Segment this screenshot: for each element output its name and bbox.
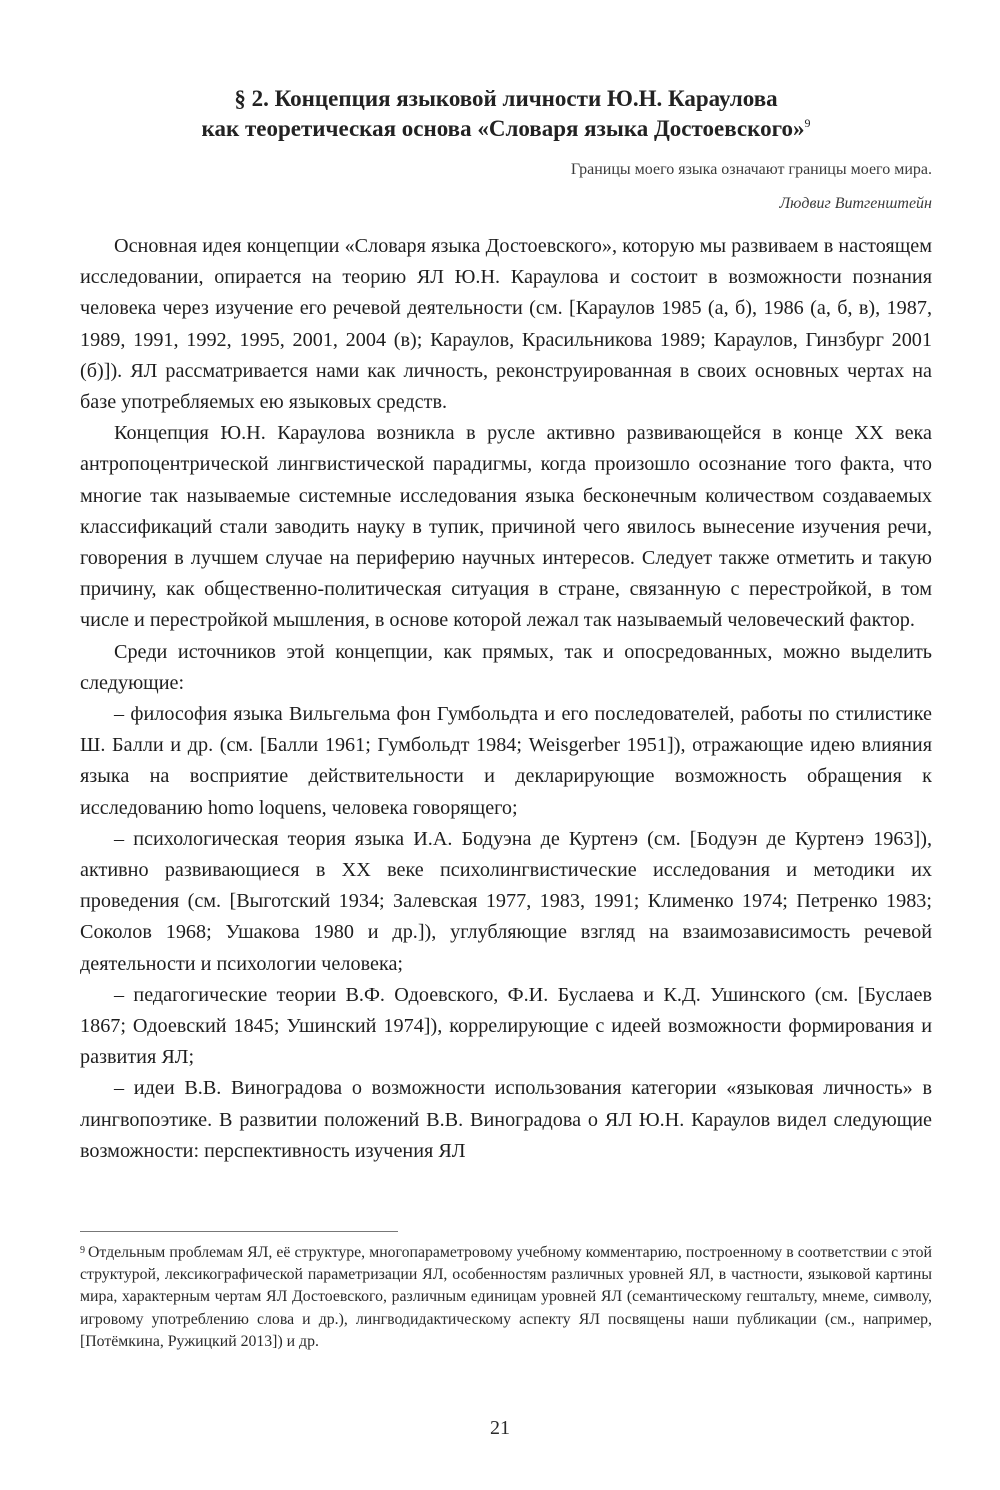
paragraph: Среди источников этой концепции, как прямых, так и опосредованных, можно выделить следующие: <box>80 640 932 694</box>
footnote-text: Отдельным проблемам ЯЛ, её структуре, многопараметровому учебному комментарию, построенному в соответствии с этой структурой, лексикографической параметризации ЯЛ, особенностям различных уровней ЯЛ, в частности, языковой картины мира, характерным чертам ЯЛ Достоевского, различным единицам уровней ЯЛ (семантическому гештальту, мнеме, символу, игровому употреблению слова и др.), лингводидактическому аспекту ЯЛ посвящены наши публикации (см., например, [Потёмкина, Ружицкий 2013]) и др. <box>80 1244 932 1350</box>
paragraph: Концепция Ю.Н. Караулова возникла в русле активно развивающейся в конце XX века антропоцентрической лингвистической парадигмы, когда произошло осознание того факта, что многие так называемые системные исследования языка бесконечным количеством создаваемых классификаций стали заводить науку в тупик, причиной чего явилось вынесение изучения речи, говорения в лучшем случае на периферию научных интересов. Следует также отметить и такую причину, как общественно-политическая ситуация в стране, связанную с перестройкой, в том числе и перестройкой мышления, в основе которой лежал так называемый человеческий фактор. <box>80 422 932 632</box>
heading-line-2-text: как теоретическая основа «Словаря языка Достоевского» <box>201 116 805 141</box>
footnote-number: 9 <box>80 1245 85 1256</box>
list-item: – философия языка Вильгельма фон Гумбольдта и его последователей, работы по стилистике Ш. Балли и др. (см. [Балли 1961; Гумбольдт 1984; Weisgerber 1951]), отражающие идею влияния языка на восприятие действительности и декларирующие возможность обращения к исследованию homo loquens, человека говорящего; <box>80 703 932 819</box>
paragraph: Основная идея концепции «Словаря языка Достоевского», которую мы развиваем в настоящем исследовании, опирается на теорию ЯЛ Ю.Н. Караулова и состоит в возможности познания человека через изучение его речевой деятельности (см. [Караулов 1985 (а, б), 1986 (а, б, в), 1987, 1989, 1991, 1992, 1995, 2001, 2004 (в); Караулов, Красильникова 1989; Караулов, Гинзбург 2001 (б)]). ЯЛ рассматривается нами как личность, реконструированная в своих основных чертах на базе употребляемых ею языковых средств. <box>80 235 932 414</box>
heading-line-1: § 2. Концепция языковой личности Ю.Н. Караулова <box>234 86 778 111</box>
body-text <box>80 231 932 1167</box>
heading-line-2 <box>80 114 932 144</box>
section-heading <box>80 84 932 144</box>
list-item: – идеи В.В. Виноградова о возможности использования категории «языковая личность» в лингвопоэтике. В развитии положений В.В. Виноградова о ЯЛ Ю.Н. Караулов видел следующие возможности: перспективность изучения ЯЛ <box>80 1077 932 1162</box>
footnote-divider <box>80 1231 398 1232</box>
footnote <box>80 1242 932 1353</box>
heading-footnote-ref[interactable]: 9 <box>804 116 811 130</box>
epigraph-author: Людвиг Витгенштейн <box>779 195 932 212</box>
footnote-paragraph <box>80 1242 932 1353</box>
page-number: 21 <box>490 1417 510 1439</box>
list-item: – педагогические теории В.Ф. Одоевского, Ф.И. Буслаева и К.Д. Ушинского (см. [Буслаев 1867; Одоевский 1845; Ушинский 1974]), коррелирующие с идеей возможности формирования и развития ЯЛ; <box>80 983 932 1069</box>
list-item: – психологическая теория языка И.А. Бодуэна де Куртенэ (см. [Бодуэн де Куртенэ 1963]), активно развивающиеся в XX веке психолингвистические исследования и методики их проведения (см. [Выготский 1934; Залевская 1977, 1983, 1991; Клименко 1974; Петренко 1983; Соколов 1968; Ушакова 1980 и др.]), углубляющие взгляд на взаимозависимость речевой деятельности и психологии человека; <box>80 827 932 975</box>
epigraph-quote: Границы моего языка означают границы моего мира. <box>570 161 932 178</box>
